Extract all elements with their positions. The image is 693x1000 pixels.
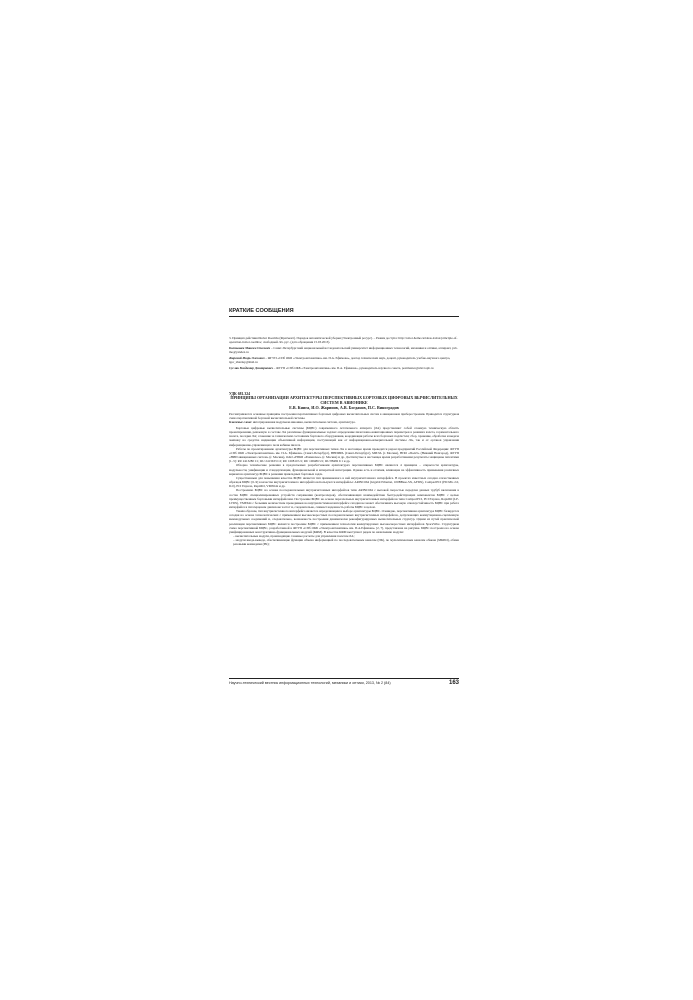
author-info-2 xyxy=(229,356,459,365)
abstract-text: Рассматриваются основные принципы построения перспективных бортовых цифровых вычислительных систем в авиационном приборостроении. Приводится структурная схема перспективной бортовой вычислительной системы. xyxy=(229,412,459,420)
header-rule xyxy=(229,316,459,317)
list-item: – модули ввода-вывода, обеспечивающие функции обмена информацией по последовательным каналам (ПК), по мультиплексным каналам обмена (МКИО), обмен разовыми командами (РК); xyxy=(233,538,459,546)
udk-code: УДК 681.324 xyxy=(229,392,251,396)
list-item: – вычислительные модули, производящие сложные расчеты для управления полетом ЛА; xyxy=(233,534,459,538)
author-name: Сусляк Владимир Дмитриевич xyxy=(229,365,273,370)
article-body xyxy=(229,426,459,547)
author-details: – ФГУП «СПб ОКБ «Электроавтоматика» им. П.А. Ефимова», доктор технических наук, доцент, руководитель учебно-научного центра, igor_zharsky@mail.ru xyxy=(229,355,451,365)
module-list xyxy=(229,534,459,546)
body-paragraph: Обзорно технические решения в предлагаемых разработчиками архитектурах перспективных БЦВС являются 4 принципа – открытости архитектуры, модульности, унификации и стандартизации, функциональной и аппаратной интеграции. Однако есть и отличия, влияющие на эффективность применения различных вариантов архитектур БЦВС в решении прикладных бортовых задач. xyxy=(229,463,459,476)
body-paragraph: Таким образом, тип внутрисистемного интерфейса является определяющим в выборе архитектуры БЦВС. Очевидно, перспективная архитектура БЦВС базируется сегодня на основе технологических с применением высокоскоростных последовательных внутрисистемных интерфейсов, допускающих коммутационно-сцепленную межмодульных соединений и, следовательно, возможность построения динамически реконфигурируемых вычислительных структур. Одним из путей практической реализации перспективных БЦВС является построение БЦВС с применением технологии коммутируемых высокоскоростных интерфейсов SpaceWire. Структурная схема перспективной БЦВС, разработанной в ФГУП «СПб ОКБ «Электроавтоматика» им. П.А.Ефимова» [2, 7], представлена на рисунке. БЦВС построена на основе унифицированных конструктивно-функциональных модулей (КФМ). В качестве КФМ выступают рядом по назначению модули: xyxy=(229,509,459,534)
previous-article-tail xyxy=(229,336,459,370)
author-info-1 xyxy=(229,346,459,355)
author-details: – Санкт-Петербургский национальный исследовательский университет информационных технологий, механики и оптики, аспирант, yeb-mo@yandex.ru xyxy=(229,345,458,355)
body-paragraph: Построению БЦВС на основе последовательных внутрисистемных интерфейсов типа ARINC664 с высокой скоростью передачи данных трубуб включения в состав БЦВС специализированных устройств сопряжения (контроллеров), обеспечивающих взаимодействие быстродействующих компонентов БЦВС с целью преимущественным бортовыми интерфейсами. Построение БЦВС на основе параллельных внутрисистемных интерфейсов типа CompactPCI, PCI Express, RapidIO (LP-LVDS), VME64x с большим количеством проводников во внутрисистемном интерфейсе сегодня не может обеспечивать высокую отказоустойчивость БЦВС при работе интерфейса в гигагерцовом диапазоне частот и, следовательно, снижает надежность работы БЦВС в целом. xyxy=(229,488,459,509)
author-name: Болтышев Максим Олегович xyxy=(229,345,271,350)
author-name: Жарский Игорь Олегович xyxy=(229,355,265,360)
keywords-label: Ключевые слова: xyxy=(229,420,253,424)
journal-name: Научно-технический вестник информационных технологий, механики и оптики, 2013, № 2 (84) xyxy=(229,681,391,685)
body-paragraph: Работы по проектированию архитектуры БЦВС для перспективных типов ЛА в настоящее время проводятся рядом предприятий Российской Федерации: ФГУП «СПб ОКБ «Электроавтоматика» им. П.А. Ефимова» (Санкт-Петербург), ВНИИРА (Санкт-Петербург), МИЭА (г. Москва), НПО «Полёт» (Нижний Новгород), ФГУП «НИИ авиационных систем» (г. Москва), ОАО «РПКБ «Раменское» (г. Москва) и др. Достигнутые в настоящее время разработчиками результаты защищены патентами [1–5]: RU 2413280 C1; RU 2413633 C2; RU 100810 U1; RU 100486 U1; RU 88482 U1 и др. xyxy=(229,446,459,464)
section-header xyxy=(229,308,459,317)
footer-rule xyxy=(229,678,459,679)
section-title: КРАТКИЕ СООБЩЕНИЯ xyxy=(229,308,294,314)
author-info-3 xyxy=(229,366,459,370)
page-footer xyxy=(229,678,459,686)
body-paragraph: Бортовые цифровые вычислительные системы (БЦВС) современного летательного аппарата (ЛА) представляют собой сложную техническую область проектирования, решаемую в составе ЛА различные функциональные задачи: определение пилотажно-навигационных параметров в режимах взлета, горизонтального полета, посадки ЛА; сложение за техническим состоянием бортового оборудования, координация работы всех бортовых подсистем; сбор, хранение, обработка и выдача экипажу на средства индикации объективной информации, поступающей как от информационно-измерительной системы ЛА, так и от органов управления информационно-управляющего поля кабины пилота. xyxy=(229,426,459,447)
article-title: ПРИНЦИПЫ ОРГАНИЗАЦИИ АРХИТЕКТУРЫ ПЕРСПЕКТИВНЫХ БОРТОВЫХ ЦИФРОВЫХ ВЫЧИСЛИТЕЛЬНЫХ СИСТЕМ В АВИОНИКЕ xyxy=(230,395,458,405)
keywords-text: интегрированная модульная авионика, вычислительная система, архитектура. xyxy=(252,420,356,424)
journal-page xyxy=(229,308,459,696)
reference-item: 3. Принцип действия iRobot Roomba (Фрагмент). Порядок автоматической уборки [Электронный ресурс]. – Режим доступа: http://robot-home.ru/ideas-irobot/principle-of-operation-irobot-roomba/, свободный. Яз. рус. (дата обращения 15.03.2013). xyxy=(229,336,458,345)
body-paragraph: Существенным для повышения качества БЦВС является тип применяемого в ней внутрисистемного интерфейса. В проектах известных сегодня отечественных образцов БЦВС [6–9] в качестве внутрисистемного интерфейса используются интерфейсы: ARINC664 (Gigabit Ethernet, 100BBase-SX, AFDX), CompactPCI (PICMG 2.0, D.0), PCI Express, RapidIO, VME64х и др. xyxy=(229,475,459,489)
article-authors: Е.В. Книга, И.О. Жарииов, А.В. Богданов, П.С. Виноградов xyxy=(289,405,399,410)
author-details: – ФГУП «СПб ОКБ «Электроавтоматика» им. П.А. Ефимова», руководитель научного совета, postmaster@elavt.spb.ru xyxy=(273,365,434,370)
article-abstract xyxy=(229,412,459,424)
page-number: 163 xyxy=(448,680,459,686)
